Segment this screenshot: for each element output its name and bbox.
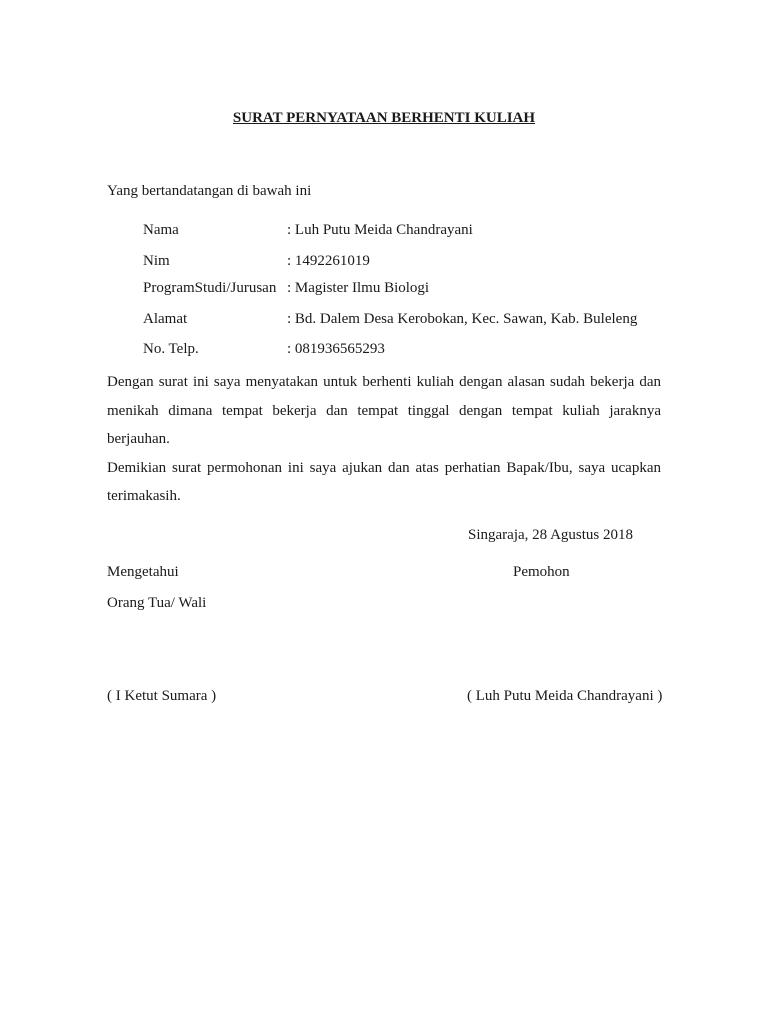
field-value-nim: : 1492261019 — [287, 253, 370, 269]
right-signatory-heading: Pemohon — [513, 564, 570, 580]
field-value-telp: : 081936565293 — [287, 341, 385, 357]
body-paragraph-statement: Dengan surat ini saya menyatakan untuk berhenti kuliah dengan alasan sudah bekerja dan menikah dimana tempat bekerja dan tempat tinggal dengan tempat kuliah jaraknya berjauhan. — [107, 374, 661, 447]
field-label-nama: Nama — [143, 222, 179, 238]
intro-text: Yang bertandatangan di bawah ini — [107, 183, 312, 199]
document-title: SURAT PERNYATAAN BERHENTI KULIAH — [232, 110, 536, 126]
left-signatory-heading: Mengetahui — [107, 564, 179, 580]
body-text — [107, 368, 661, 511]
field-value-nama: : Luh Putu Meida Chandrayani — [287, 222, 473, 238]
field-label-nim: Nim — [143, 253, 170, 269]
place-date: Singaraja, 28 Agustus 2018 — [468, 527, 633, 543]
left-signatory-name: ( I Ketut Sumara ) — [107, 688, 217, 704]
field-label-telp: No. Telp. — [143, 341, 199, 357]
field-label-alamat: Alamat — [143, 311, 188, 327]
field-value-program: : Magister Ilmu Biologi — [287, 280, 430, 296]
right-signatory-name: ( Luh Putu Meida Chandrayani ) — [467, 688, 663, 704]
field-value-alamat: : Bd. Dalem Desa Kerobokan, Kec. Sawan, Kab. Buleleng — [287, 311, 638, 327]
left-signatory-role: Orang Tua/ Wali — [107, 595, 207, 611]
field-label-program: ProgramStudi/Jurusan — [143, 280, 277, 296]
body-paragraph-closing: Demikian surat permohonan ini saya ajukan dan atas perhatian Bapak/Ibu, saya ucapkan terimakasih. — [107, 459, 661, 504]
